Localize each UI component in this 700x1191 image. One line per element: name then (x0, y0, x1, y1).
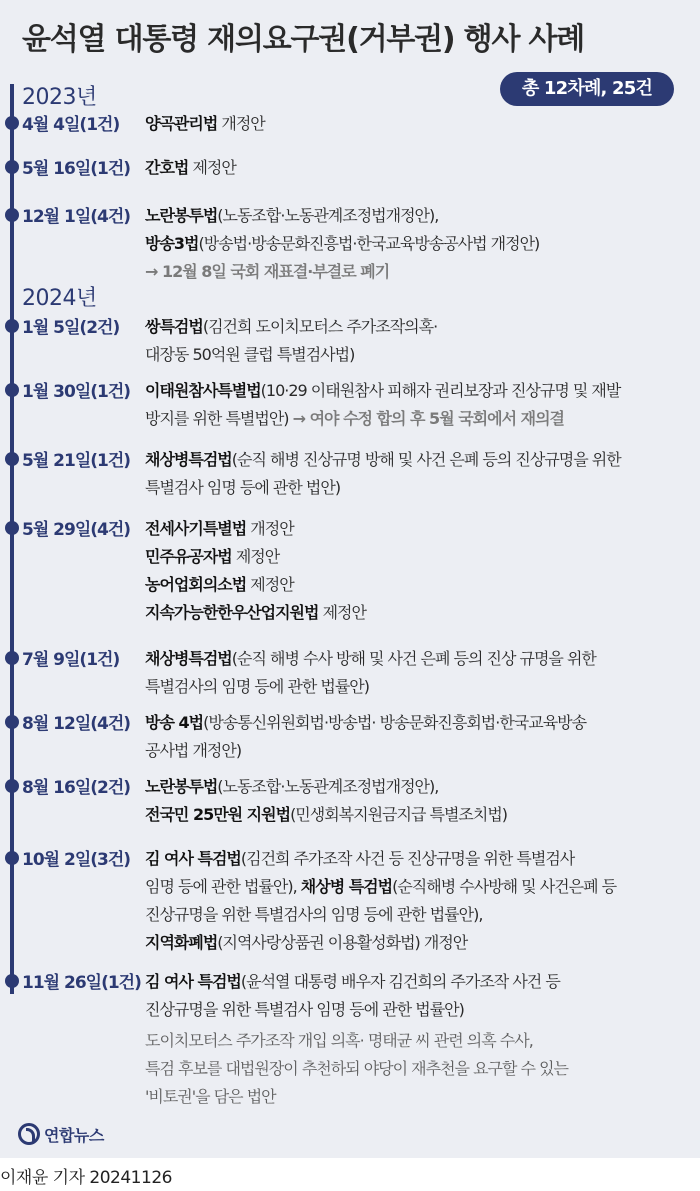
entry-line (145, 258, 695, 286)
law-detail: 공사법 개정안) (145, 741, 242, 760)
law-detail: (노동조합·노동관계조정법개정안), (217, 777, 439, 796)
page-title: 윤석열 대통령 재의요구권(거부권) 행사 사례 (22, 22, 585, 57)
extra-note-line: 특검 후보를 대법원장이 추천하되 야당이 재추천을 요구할 수 있는 (145, 1059, 569, 1078)
law-detail: (김건희 주가조작 사건 등 진상규명을 위한 특별검사 (240, 849, 575, 868)
law-detail: 대장동 50억원 클럽 특별검사법) (145, 345, 355, 364)
law-detail: (윤석열 대통령 배우자 김건희의 주가조작 사건 등 (240, 972, 560, 991)
entry-date: 7월 9일(1건) (22, 650, 120, 670)
timeline-dot (5, 779, 19, 793)
entry-description (145, 110, 695, 138)
entry-line (145, 377, 695, 405)
law-name: 방송3법 (145, 234, 199, 253)
timeline-dot (5, 715, 19, 729)
entry-line (145, 474, 695, 502)
entry-line (145, 901, 695, 929)
entry-date: 8월 16일(2건) (22, 778, 131, 798)
entry-date: 5월 21일(1건) (22, 451, 131, 471)
extra-note-line: 도이치모터스 주가조작 개입 의혹· 명태균 씨 관련 의혹 수사, (145, 1031, 533, 1050)
law-detail: 개정안 (246, 519, 294, 538)
entry-description (145, 202, 695, 286)
law-detail: 제정안 (246, 575, 294, 594)
entry-description (145, 154, 695, 182)
law-name: 농어업회의소법 (145, 575, 247, 594)
timeline-dot (5, 319, 19, 333)
entry-description (145, 446, 695, 502)
law-detail: 특별검사 임명 등에 관한 법안) (145, 478, 341, 497)
entry-line (145, 673, 695, 701)
year-label-2024: 2024년 (22, 286, 97, 311)
entry-line (145, 645, 695, 673)
law-name: 전세사기특별법 (145, 519, 247, 538)
entry-date: 5월 29일(4건) (22, 520, 131, 540)
entry-line (145, 202, 695, 230)
law-detail: 제정안 (188, 158, 236, 177)
entry-line (145, 801, 695, 829)
law-detail: (순직 해병 수사 방해 및 사건 은폐 등의 진상 규명을 위한 (231, 649, 596, 668)
law-name: 채상병특검법 (145, 649, 232, 668)
entry-date: 10월 2일(3건) (22, 850, 131, 870)
timeline-dot (5, 974, 19, 988)
timeline-dot (5, 651, 19, 665)
entry-line (145, 405, 695, 433)
timeline-dot (5, 383, 19, 397)
entry-line (145, 737, 695, 765)
timeline-dot (5, 208, 19, 222)
entry-line (145, 446, 695, 474)
law-name: 지역화폐법 (145, 933, 218, 952)
entry-line (145, 599, 695, 627)
law-detail: (방송통신위원회법·방송법· 방송문화진흥회법·한국교육방송 (203, 713, 587, 732)
entry-date: 11월 26일(1건) (22, 973, 141, 993)
entry-line (145, 968, 695, 996)
entry-line (145, 341, 695, 369)
timeline-dot (5, 851, 19, 865)
yonhap-logo (18, 1122, 104, 1146)
entry-line (145, 873, 695, 901)
law-name: 지속가능한한우산업지원법 (145, 603, 319, 622)
law-detail: (김건희 도이치모터스 주가조작의혹· (202, 317, 438, 336)
entry-date: 8월 12일(4건) (22, 714, 131, 734)
law-detail: (순직해병 수사방해 및 사건은폐 등 (392, 877, 617, 896)
entry-line (145, 571, 695, 599)
law-name: 채상병특검법 (145, 450, 232, 469)
entry-date: 12월 1일(4건) (22, 207, 131, 227)
law-detail: 진상규명을 위한 특별검사의 임명 등에 관한 법률안), (145, 905, 483, 924)
year-label-2023: 2023년 (22, 85, 97, 110)
law-detail: 방지를 위한 특별법안) (145, 409, 293, 428)
entry-line (145, 230, 695, 258)
entry-line (145, 154, 695, 182)
entry-line (145, 515, 695, 543)
entry-description (145, 709, 695, 765)
law-detail: (10·29 이태원참사 피해자 권리보장과 진상규명 및 재발 (260, 381, 621, 400)
law-detail: (노동조합·노동관계조정법개정안), (217, 206, 439, 225)
total-count-badge: 총 12차례, 25건 (500, 72, 674, 106)
entry-line (145, 313, 695, 341)
law-name: 노란봉투법 (145, 777, 218, 796)
timeline-dot (5, 160, 19, 174)
law-detail: 제정안 (318, 603, 366, 622)
entry-line (145, 996, 695, 1024)
entry-description (145, 515, 695, 627)
entry-date: 1월 5일(2건) (22, 318, 120, 338)
law-name: 방송 4법 (145, 713, 204, 732)
law-name: 이태원참사특별법 (145, 381, 261, 400)
entry-line (145, 543, 695, 571)
law-detail: (민생회복지원금지급 특별조치법) (290, 805, 508, 824)
law-name: 양곡관리법 (145, 114, 218, 133)
entry-line (145, 110, 695, 138)
law-detail: (지역사랑상품권 이용활성화법) 개정안 (217, 933, 468, 952)
outcome-note: → 12월 8일 국회 재표결·부결로 폐기 (145, 262, 390, 281)
law-detail: 특별검사의 임명 등에 관한 법률안) (145, 677, 369, 696)
law-name: 민주유공자법 (145, 547, 232, 566)
timeline-dot (5, 116, 19, 130)
entry-description (145, 845, 695, 957)
entry-description (145, 968, 695, 1024)
law-name: 노란봉투법 (145, 206, 218, 225)
yonhap-logo-icon (18, 1123, 40, 1145)
law-detail: 진상규명을 위한 특별검사 임명 등에 관한 법률안) (145, 1000, 464, 1019)
timeline-dot (5, 452, 19, 466)
entry-line (145, 709, 695, 737)
law-name: 채상병 특검법 (300, 877, 393, 896)
timeline-dot (5, 521, 19, 535)
law-detail: (순직 해병 진상규명 방해 및 사건 은폐 등의 진상규명을 위한 (231, 450, 621, 469)
law-name: 간호법 (145, 158, 189, 177)
entry-line (145, 845, 695, 873)
entry-description (145, 645, 695, 701)
extra-note-line: '비토권'을 담은 법안 (145, 1087, 276, 1106)
entry-date: 4월 4일(1건) (22, 115, 120, 135)
entry-description (145, 377, 695, 433)
entry-description (145, 773, 695, 829)
entry-line (145, 929, 695, 957)
entry-date: 1월 30일(1건) (22, 382, 131, 402)
entry-line (145, 773, 695, 801)
byline-credit: 이재윤 기자 20241126 (0, 1168, 172, 1188)
logo-text: 연합뉴스 (44, 1125, 104, 1145)
law-name: 김 여사 특검법 (145, 849, 241, 868)
law-detail: 개정안 (217, 114, 265, 133)
entry-date: 5월 16일(1건) (22, 159, 131, 179)
extra-note (145, 1027, 695, 1111)
law-detail: 제정안 (231, 547, 280, 566)
law-name: 전국민 25만원 지원법 (145, 805, 291, 824)
law-detail: 임명 등에 관한 법률안), (145, 877, 301, 896)
law-detail: (방송법·방송문화진흥법·한국교육방송공사법 개정안) (198, 234, 540, 253)
law-name: 쌍특검법 (145, 317, 203, 336)
entry-description (145, 313, 695, 369)
outcome-note: → 여야 수정 합의 후 5월 국회에서 재의결 (292, 409, 564, 428)
law-name: 김 여사 특검법 (145, 972, 241, 991)
